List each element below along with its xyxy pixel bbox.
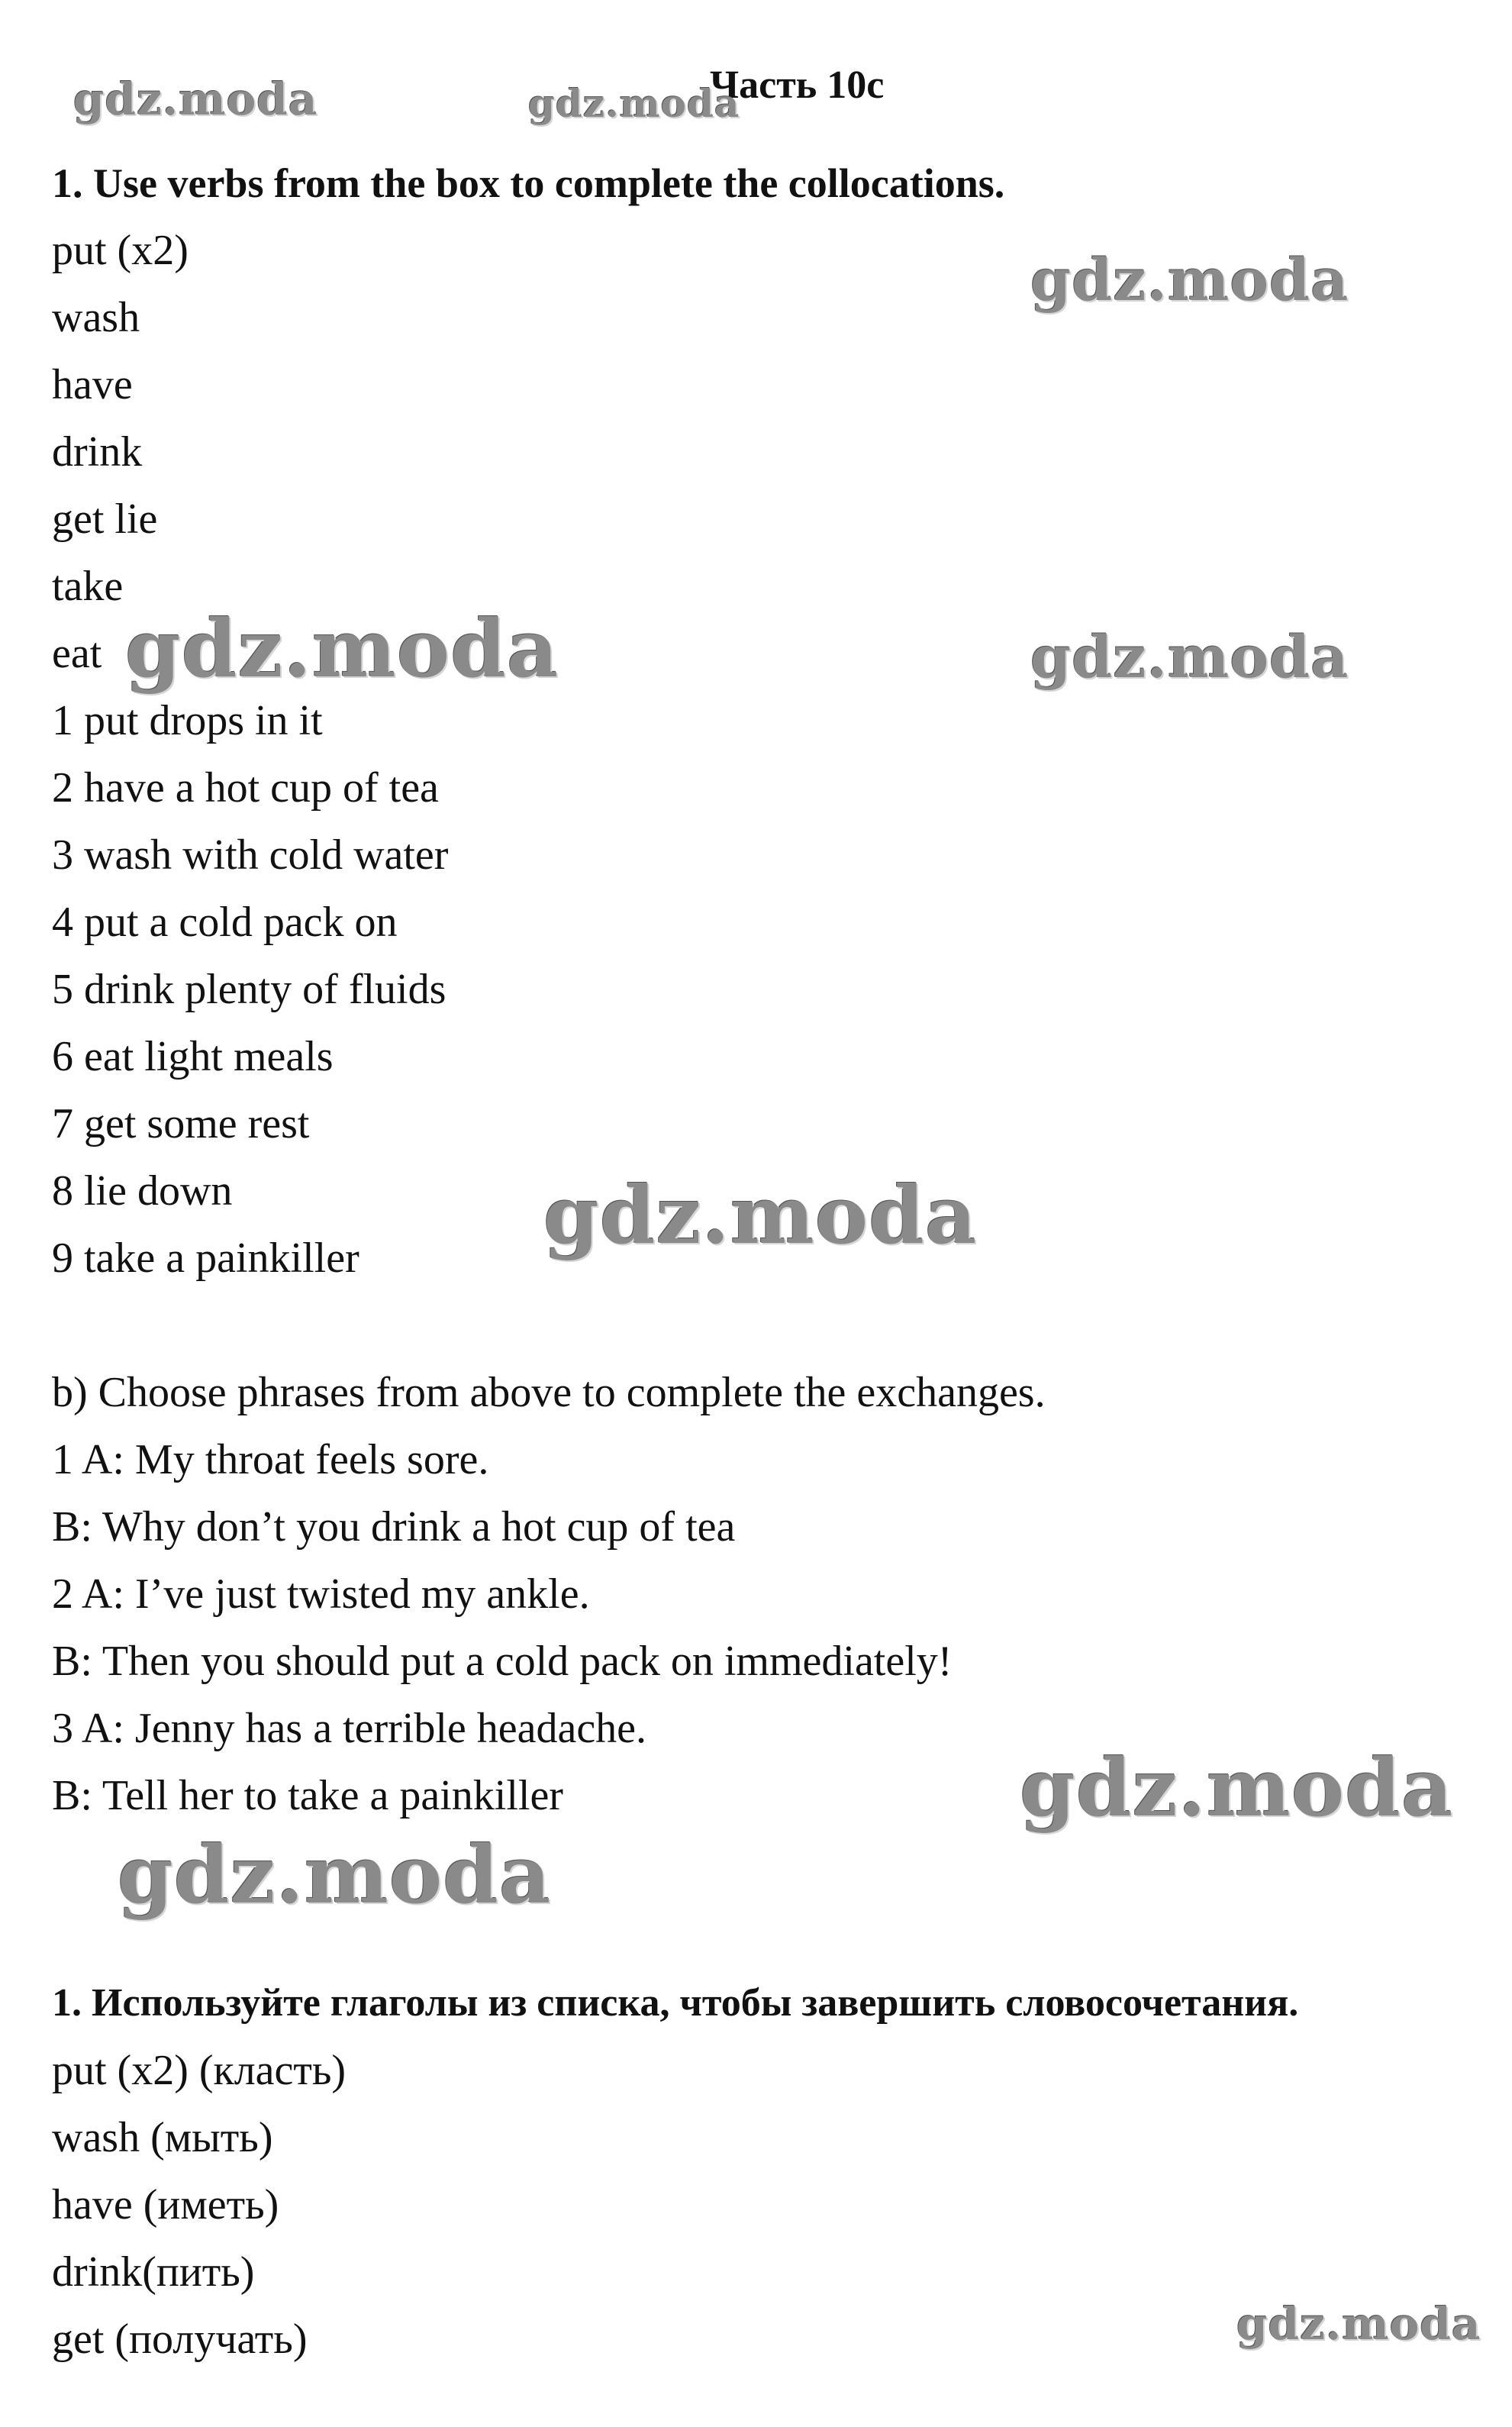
exchange-line: 2 A: I’ve just twisted my ankle. (52, 1570, 590, 1618)
collocation-item: 9 take a painkiller (52, 1234, 359, 1282)
translation-verb-item: put (x2) (класть) (52, 2047, 347, 2094)
watermark: gdz.moda (1020, 1741, 1454, 1835)
collocation-item: 4 put a cold pack on (52, 899, 398, 946)
collocation-item: 3 wash with cold water (52, 831, 449, 879)
watermark: gdz.moda (1030, 246, 1349, 314)
exchange-line: 3 A: Jenny has a terrible headache. (52, 1705, 647, 1752)
collocation-item: 8 lie down (52, 1167, 233, 1215)
exchange-line: 1 A: My throat feels sore. (52, 1436, 489, 1483)
verb-item: have (52, 361, 133, 408)
translation-verb-item: get (получать) (52, 2316, 308, 2363)
exchange-line: B: Tell her to take a painkiller (52, 1772, 563, 1819)
translation-verb-item: have (иметь) (52, 2181, 279, 2229)
verb-item: drink (52, 428, 143, 476)
verb-item: put (x2) (52, 227, 189, 274)
collocation-item: 5 drink plenty of fluids (52, 966, 447, 1013)
watermark: gdz.moda (1236, 2298, 1481, 2350)
watermark: gdz.moda (125, 602, 559, 696)
translation-verb-item: drink(пить) (52, 2248, 255, 2296)
collocation-item: 1 put drops in it (52, 697, 323, 744)
watermark: gdz.moda (543, 1168, 978, 1262)
verb-item: eat (52, 630, 102, 677)
verb-item: wash (52, 294, 140, 341)
collocation-item: 2 have a hot cup of tea (52, 764, 439, 812)
exchange-line: B: Why don’t you drink a hot cup of tea (52, 1503, 736, 1551)
collocation-item: 6 eat light meals (52, 1033, 334, 1080)
translation-instruction: 1. Используйте глаголы из списка, чтобы завершить словосочетания. (52, 1981, 1299, 2025)
exercise-1-instruction: 1. Use verbs from the box to complete the collocations. (52, 160, 1005, 206)
exercise-b-instruction: b) Choose phrases from above to complete the exchanges. (52, 1369, 1046, 1416)
watermark: gdz.moda (118, 1828, 552, 1922)
verb-item: get lie (52, 495, 158, 543)
verb-item: take (52, 563, 124, 610)
watermark: gdz.moda (528, 81, 740, 126)
page-title: Часть 10с (710, 63, 885, 107)
exchange-line: B: Then you should put a cold pack on immediately! (52, 1638, 953, 1685)
watermark: gdz.moda (73, 73, 318, 125)
collocation-item: 7 get some rest (52, 1100, 310, 1147)
watermark: gdz.moda (1030, 623, 1349, 691)
translation-verb-item: wash (мыть) (52, 2114, 273, 2161)
